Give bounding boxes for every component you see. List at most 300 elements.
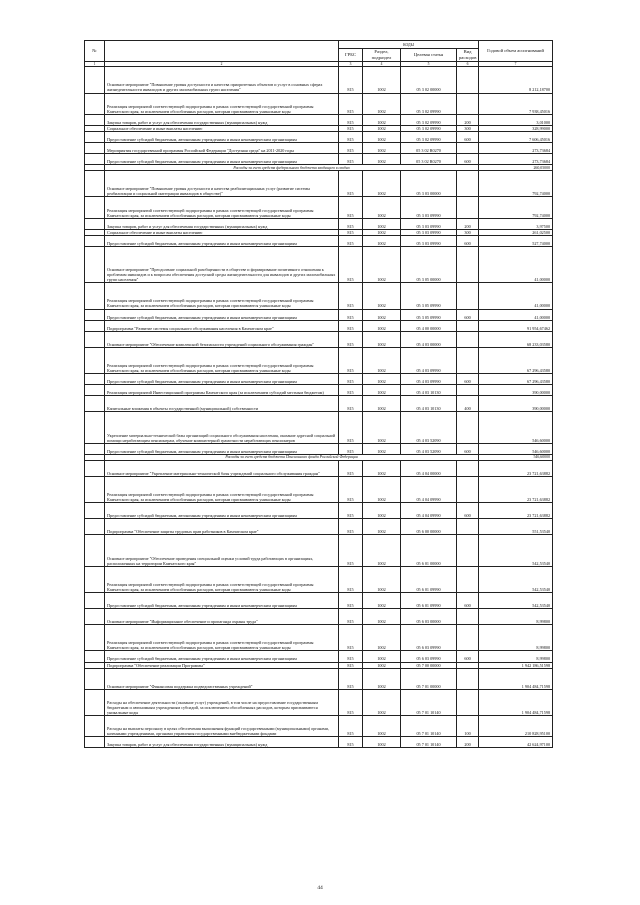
- row-csr: 05 3 03 09990: [401, 229, 457, 235]
- row-csr: 05 6 03 09990: [401, 651, 457, 662]
- row-vr: [457, 625, 479, 651]
- row-description: Предоставление субсидий бюджетным, автономным учреждениям и иным некоммерческим организациям: [105, 503, 339, 519]
- row-amount: 1 904 484,71598: [479, 689, 553, 715]
- row-csr: 05 4 04 00000: [401, 460, 457, 476]
- row-vr: 600: [457, 503, 479, 519]
- row-grbs: 815: [339, 142, 363, 153]
- row-description: Подпрограмма "Развитие системы социального обслуживания населения в Камчатском крае": [105, 320, 339, 331]
- row-csr: 05 3 02 R0270: [401, 142, 457, 153]
- row-description: Подпрограмма "Обеспечение защиты трудовых прав работников в Камчатском крае": [105, 519, 339, 535]
- row-description: Социальное обеспечение и иные выплаты населению: [105, 229, 339, 235]
- row-csr: 05 3 02 09990: [401, 114, 457, 125]
- row-csr: 05 3 02 09990: [401, 125, 457, 131]
- row-razdel: 1002: [363, 125, 401, 131]
- table-row: [85, 218, 553, 229]
- row-amount: 3,97500: [479, 218, 553, 229]
- row-razdel: 1002: [363, 609, 401, 625]
- row-amount: 210 828,95100: [479, 716, 553, 737]
- row-description: Предоставление субсидий бюджетным, автономным учреждениям и иным некоммерческим организациям: [105, 131, 339, 142]
- row-amount: 546,60000: [479, 443, 553, 454]
- row-amount: 42 624,97100: [479, 737, 553, 748]
- row-razdel: 1002: [363, 592, 401, 608]
- row-amount: 41,00000: [479, 309, 553, 320]
- row-description: Основное мероприятие "Финансовая поддержка подведомственных учреждений": [105, 668, 339, 689]
- table-row: [85, 154, 553, 165]
- table-row: [85, 716, 553, 737]
- table-row: [85, 235, 553, 246]
- row-grbs: 815: [339, 309, 363, 320]
- row-razdel: 1002: [363, 246, 401, 282]
- row-num: [85, 320, 105, 331]
- row-description: Предоставление субсидий бюджетным, автономным учреждениям и иным некоммерческим организациям: [105, 374, 339, 385]
- row-grbs: 815: [339, 460, 363, 476]
- row-amount: 7 606,45016: [479, 131, 553, 142]
- row-amount: 41,00000: [479, 283, 553, 309]
- table-row: [85, 67, 553, 93]
- row-grbs: 815: [339, 566, 363, 592]
- row-description: Основное мероприятие "Преодоление социальной разобщенности в обществе и формирование позитивного отношения к проблемам инвалидов и к вопросам обеспечения доступной среды жизнедеятельности для инвалидов и других маломобильных групп населения": [105, 246, 339, 282]
- row-num: [85, 609, 105, 625]
- table-row: [85, 396, 553, 412]
- row-razdel: 1002: [363, 503, 401, 519]
- row-amount: 8,99800: [479, 651, 553, 662]
- table-row: [85, 592, 553, 608]
- row-vr: [457, 476, 479, 502]
- row-grbs: 815: [339, 737, 363, 748]
- table-row: [85, 309, 553, 320]
- row-grbs: 815: [339, 592, 363, 608]
- row-grbs: 815: [339, 320, 363, 331]
- row-razdel: 1002: [363, 385, 401, 396]
- row-grbs: 815: [339, 396, 363, 412]
- table-row: [85, 131, 553, 142]
- row-num: [85, 114, 105, 125]
- row-razdel: 1002: [363, 412, 401, 443]
- row-grbs: 815: [339, 93, 363, 114]
- row-razdel: 1002: [363, 651, 401, 662]
- row-vr: [457, 347, 479, 373]
- row-amount: 527,74000: [479, 235, 553, 246]
- row-csr: 05 3 02 00000: [401, 67, 457, 93]
- row-amount: 542,53540: [479, 592, 553, 608]
- row-razdel: 1002: [363, 218, 401, 229]
- row-num: [85, 197, 105, 218]
- row-description: Реализация мероприятий соответствующей подпрограммы в рамках соответствующей государственной программы Камчатского края, за исключением обособленных расходов, которым присваиваются уникальные коды: [105, 566, 339, 592]
- row-razdel: 1002: [363, 662, 401, 668]
- row-num: [85, 503, 105, 519]
- row-amount: 328,99000: [479, 125, 553, 131]
- row-amount: 792,74000: [479, 171, 553, 197]
- row-amount: 8 212,18700: [479, 67, 553, 93]
- row-description: Предоставление субсидий бюджетным, автономным учреждениям и иным некоммерческим организациям: [105, 309, 339, 320]
- row-description: Основное мероприятие "Обеспечение проведения специальной оценки условий труда работающих в организациях, расположенных на территории Камчатского края": [105, 535, 339, 566]
- col-index: 6: [457, 62, 479, 67]
- table-row: [85, 689, 553, 715]
- row-razdel: 1002: [363, 114, 401, 125]
- row-amount: 7 938,45016: [479, 93, 553, 114]
- budget-table-sheet: [84, 40, 552, 748]
- row-description: Основное мероприятие "Обеспечение комплексной безопасности учреждений социального обслуживания граждан": [105, 331, 339, 347]
- row-num: [85, 309, 105, 320]
- col-index: 7: [479, 62, 553, 67]
- row-num: [85, 689, 105, 715]
- row-csr: 05 3 02 09990: [401, 93, 457, 114]
- row-csr: 05 7 01 10140: [401, 737, 457, 748]
- row-description: Закупка товаров, работ и услуг для обеспечения государственных (муниципальных) нужд: [105, 737, 339, 748]
- row-csr: 05 4 04 09990: [401, 503, 457, 519]
- row-csr: 05 4 04 09990: [401, 476, 457, 502]
- row-num: [85, 625, 105, 651]
- table-row: [85, 503, 553, 519]
- row-csr: 05 4 03 00000: [401, 331, 457, 347]
- row-grbs: 815: [339, 716, 363, 737]
- table-row: [85, 246, 553, 282]
- row-csr: 05 7 01 10140: [401, 689, 457, 715]
- table-row: [85, 737, 553, 748]
- row-razdel: 1002: [363, 519, 401, 535]
- row-grbs: 815: [339, 412, 363, 443]
- col-amount-header: Годовой объем ассигнований: [479, 41, 553, 62]
- codes-group-header: КОДЫ: [339, 41, 479, 49]
- row-vr: [457, 142, 479, 153]
- table-row: [85, 460, 553, 476]
- row-num: [85, 412, 105, 443]
- table-row: [85, 347, 553, 373]
- row-vr: [457, 331, 479, 347]
- col-razdel-header: Раздел, подраздел: [363, 49, 401, 62]
- row-num: [85, 331, 105, 347]
- row-razdel: 1002: [363, 460, 401, 476]
- table-row: [85, 114, 553, 125]
- table-row: [85, 197, 553, 218]
- row-num: [85, 443, 105, 454]
- row-csr: 05 4 03 09990: [401, 347, 457, 373]
- row-razdel: 1002: [363, 535, 401, 566]
- row-csr: 05 7 01 10140: [401, 716, 457, 737]
- row-amount: 542,53540: [479, 535, 553, 566]
- row-amount: 1 942 186,51598: [479, 662, 553, 668]
- row-description: Капитальные вложения в объекты государственной (муниципальной) собственности: [105, 396, 339, 412]
- row-description: Укрепление материально-технической базы организаций социального обслуживания населения, оказание адресной социальной помощи неработающим пенсионерам, обучение компьютерной грамотности неработающих пенсионеров: [105, 412, 339, 443]
- note-text: Расходы за счет средств федерального бюджета входящего в сводно: [105, 165, 479, 171]
- row-grbs: 815: [339, 347, 363, 373]
- col-num-header: №: [85, 41, 105, 62]
- row-razdel: 1002: [363, 689, 401, 715]
- row-amount: 546,60000: [479, 412, 553, 443]
- row-razdel: 1002: [363, 131, 401, 142]
- row-amount: 260,05000: [479, 165, 553, 171]
- budget-table: [84, 40, 553, 748]
- row-description: Реализация мероприятий соответствующей подпрограммы в рамках соответствующей государственной программы Камчатского края, за исключением обособленных расходов, которым присваиваются уникальные коды: [105, 93, 339, 114]
- row-description: Подпрограмма "Обеспечение реализации Программы": [105, 662, 339, 668]
- row-vr: [457, 246, 479, 282]
- row-description: Закупка товаров, работ и услуг для обеспечения государственных (муниципальных) нужд: [105, 114, 339, 125]
- row-num: [85, 519, 105, 535]
- row-grbs: 815: [339, 246, 363, 282]
- row-razdel: 1002: [363, 235, 401, 246]
- table-row: [85, 535, 553, 566]
- row-amount: 68 233,03580: [479, 331, 553, 347]
- row-razdel: 1002: [363, 320, 401, 331]
- row-num: [85, 460, 105, 476]
- row-csr: 05 6 01 09990: [401, 592, 457, 608]
- row-grbs: 815: [339, 535, 363, 566]
- row-razdel: 1002: [363, 374, 401, 385]
- row-razdel: 1002: [363, 171, 401, 197]
- col-index: 4: [363, 62, 401, 67]
- row-amount: 8,99800: [479, 625, 553, 651]
- row-description: Реализация мероприятий Инвестиционной программы Камчатского края (за исключением субсидий местным бюджетам): [105, 385, 339, 396]
- row-num: [85, 716, 105, 737]
- row-amount: 23 721,63882: [479, 476, 553, 502]
- table-row: [85, 385, 553, 396]
- row-razdel: 1002: [363, 309, 401, 320]
- row-description: Реализация мероприятий соответствующей подпрограммы в рамках соответствующей государственной программы Камчатского края, за исключением обособленных расходов, которым присваиваются уникальные коды: [105, 625, 339, 651]
- row-amount: 273,73684: [479, 154, 553, 165]
- row-grbs: 815: [339, 503, 363, 519]
- row-razdel: 1002: [363, 93, 401, 114]
- table-row: [85, 609, 553, 625]
- row-vr: [457, 566, 479, 592]
- col-index: 2: [105, 62, 339, 67]
- row-description: Социальное обеспечение и иные выплаты населению: [105, 125, 339, 131]
- row-vr: [457, 412, 479, 443]
- row-vr: 300: [457, 229, 479, 235]
- row-vr: [457, 460, 479, 476]
- row-num: [85, 93, 105, 114]
- row-csr: 05 4 00 00000: [401, 320, 457, 331]
- row-vr: [457, 171, 479, 197]
- row-razdel: 1002: [363, 229, 401, 235]
- row-num: [85, 535, 105, 566]
- row-grbs: 815: [339, 229, 363, 235]
- row-grbs: 815: [339, 374, 363, 385]
- row-grbs: 815: [339, 668, 363, 689]
- row-razdel: 1002: [363, 154, 401, 165]
- row-vr: [457, 320, 479, 331]
- col-csr-header: Целевая статья: [401, 49, 457, 62]
- row-vr: [457, 689, 479, 715]
- row-num: [85, 737, 105, 748]
- row-razdel: 1002: [363, 625, 401, 651]
- row-razdel: 1002: [363, 67, 401, 93]
- row-razdel: 1002: [363, 347, 401, 373]
- row-num: [85, 283, 105, 309]
- row-num: [85, 131, 105, 142]
- row-vr: 300: [457, 125, 479, 131]
- row-description: Основное мероприятие "Информационное обеспечение и пропаганда охраны труда": [105, 609, 339, 625]
- table-row: [85, 171, 553, 197]
- row-vr: [457, 385, 479, 396]
- row-description: Расходы на выплаты персоналу в целях обеспечения выполнения функций государственными (муниципальными) органами, казенными учреждениями, органами управления государственными внебюджетными фондами: [105, 716, 339, 737]
- row-csr: 05 4 03 10130: [401, 385, 457, 396]
- row-num: [85, 476, 105, 502]
- row-num: [85, 374, 105, 385]
- table-row: [85, 93, 553, 114]
- row-amount: 273,73684: [479, 142, 553, 153]
- row-grbs: 815: [339, 519, 363, 535]
- row-amount: 67 296,43580: [479, 347, 553, 373]
- row-vr: 600: [457, 651, 479, 662]
- row-csr: 05 4 03 09990: [401, 374, 457, 385]
- row-vr: 600: [457, 154, 479, 165]
- row-vr: 600: [457, 374, 479, 385]
- row-csr: 05 4 03 52090: [401, 412, 457, 443]
- row-description: Основное мероприятие "Укрепление материально-технической базы учреждений социального обслуживания граждан": [105, 460, 339, 476]
- row-amount: 542,53540: [479, 566, 553, 592]
- row-csr: 05 7 00 00000: [401, 662, 457, 668]
- row-razdel: 1002: [363, 668, 401, 689]
- row-vr: [457, 609, 479, 625]
- row-razdel: 1002: [363, 283, 401, 309]
- row-description: Закупка товаров, работ и услуг для обеспечения государственных (муниципальных) нужд: [105, 218, 339, 229]
- row-vr: 200: [457, 218, 479, 229]
- row-description: Предоставление субсидий бюджетным, автономным учреждениям и иным некоммерческим организациям: [105, 443, 339, 454]
- table-row: [85, 668, 553, 689]
- col-index: 5: [401, 62, 457, 67]
- row-num: [85, 385, 105, 396]
- row-num: [85, 67, 105, 93]
- row-amount: 41,00000: [479, 246, 553, 282]
- row-grbs: 815: [339, 67, 363, 93]
- row-num: [85, 651, 105, 662]
- row-csr: 05 4 03 10130: [401, 396, 457, 412]
- row-grbs: 815: [339, 283, 363, 309]
- table-row: [85, 651, 553, 662]
- row-amount: 390,00000: [479, 385, 553, 396]
- page-number: 44: [317, 885, 323, 891]
- table-row: [85, 412, 553, 443]
- row-grbs: 815: [339, 331, 363, 347]
- row-razdel: 1002: [363, 197, 401, 218]
- row-csr: 05 6 01 00000: [401, 535, 457, 566]
- row-grbs: 815: [339, 443, 363, 454]
- row-amount: 390,00000: [479, 396, 553, 412]
- row-grbs: 815: [339, 625, 363, 651]
- table-row: [85, 142, 553, 153]
- row-num: [85, 142, 105, 153]
- table-row: [85, 519, 553, 535]
- row-vr: 600: [457, 592, 479, 608]
- row-csr: 05 3 05 09990: [401, 283, 457, 309]
- table-body: [85, 67, 553, 748]
- row-vr: 200: [457, 114, 479, 125]
- row-csr: 05 6 03 00000: [401, 609, 457, 625]
- row-csr: 05 6 01 09990: [401, 566, 457, 592]
- row-grbs: 815: [339, 114, 363, 125]
- row-description: Основное мероприятие "Повышение уровня доступности и качества реабилитационных услуг (развитие системы реабилитации и социальной интеграции инвалидов в обществе)": [105, 171, 339, 197]
- row-razdel: 1002: [363, 716, 401, 737]
- row-num: [85, 566, 105, 592]
- row-vr: 200: [457, 737, 479, 748]
- row-amount: 3,01000: [479, 114, 553, 125]
- row-csr: 05 3 03 09990: [401, 218, 457, 229]
- row-razdel: 1002: [363, 476, 401, 502]
- row-vr: [457, 197, 479, 218]
- row-amount: 67 296,43580: [479, 374, 553, 385]
- table-row: [85, 331, 553, 347]
- row-description: Мероприятия государственной программы Российской Федерации "Доступная среда" на 2011-2020 годы: [105, 142, 339, 153]
- row-amount: 261,02500: [479, 229, 553, 235]
- row-grbs: 815: [339, 385, 363, 396]
- row-description: Предоставление субсидий бюджетным, автономным учреждениям и иным некоммерческим организациям: [105, 592, 339, 608]
- row-num: [85, 347, 105, 373]
- row-description: Реализация мероприятий соответствующей подпрограммы в рамках соответствующей государственной программы Камчатского края, за исключением обособленных расходов, которым присваиваются уникальные коды: [105, 283, 339, 309]
- row-description: Расходы на обеспечение деятельности (оказание услуг) учреждений, в том числе на предоставление государственным бюджетным и автономным учреждениям субсидий, за исключением обособленных расходов, которым присваиваются уникальные коды: [105, 689, 339, 715]
- table-row: [85, 443, 553, 454]
- row-vr: [457, 668, 479, 689]
- col-grbs-header: ГРБС: [339, 49, 363, 62]
- table-row: [85, 476, 553, 502]
- row-vr: 600: [457, 131, 479, 142]
- row-csr: 05 7 01 00000: [401, 668, 457, 689]
- row-csr: 05 3 03 09990: [401, 197, 457, 218]
- row-amount: 792,74000: [479, 197, 553, 218]
- row-grbs: 815: [339, 609, 363, 625]
- row-csr: 05 3 02 R0270: [401, 154, 457, 165]
- table-row: [85, 374, 553, 385]
- row-grbs: 815: [339, 171, 363, 197]
- row-grbs: 815: [339, 197, 363, 218]
- row-vr: [457, 519, 479, 535]
- row-num: [85, 246, 105, 282]
- row-razdel: 1002: [363, 396, 401, 412]
- row-grbs: 815: [339, 125, 363, 131]
- row-csr: 05 4 03 52090: [401, 443, 457, 454]
- row-grbs: 815: [339, 131, 363, 142]
- row-vr: [457, 535, 479, 566]
- row-csr: 05 3 03 00000: [401, 171, 457, 197]
- row-amount: 551,53540: [479, 519, 553, 535]
- col-vr-header: Вид расходов: [457, 49, 479, 62]
- row-amount: 23 721,63882: [479, 460, 553, 476]
- row-grbs: 815: [339, 218, 363, 229]
- col-index: 1: [85, 62, 105, 67]
- row-amount: 91 954,67462: [479, 320, 553, 331]
- row-vr: [457, 67, 479, 93]
- table-row: [85, 566, 553, 592]
- row-grbs: 815: [339, 154, 363, 165]
- row-num: [85, 396, 105, 412]
- row-num: [85, 154, 105, 165]
- table-row: [85, 625, 553, 651]
- row-vr: 400: [457, 396, 479, 412]
- row-num: [85, 235, 105, 246]
- row-num: [85, 171, 105, 197]
- row-vr: [457, 283, 479, 309]
- row-vr: 600: [457, 443, 479, 454]
- row-vr: 600: [457, 309, 479, 320]
- row-description: Предоставление субсидий бюджетным, автономным учреждениям и иным некоммерческим организациям: [105, 235, 339, 246]
- row-csr: 05 3 02 09990: [401, 131, 457, 142]
- col-index: 3: [339, 62, 363, 67]
- row-vr: 100: [457, 716, 479, 737]
- row-num: [85, 592, 105, 608]
- row-razdel: 1002: [363, 331, 401, 347]
- row-description: Реализация мероприятий соответствующей подпрограммы в рамках соответствующей государственной программы Камчатского края, за исключением обособленных расходов, которым присваиваются уникальные коды: [105, 197, 339, 218]
- row-grbs: 815: [339, 689, 363, 715]
- row-razdel: 1002: [363, 142, 401, 153]
- row-razdel: 1002: [363, 737, 401, 748]
- col-name-header: [105, 41, 339, 62]
- row-description: Предоставление субсидий бюджетным, автономным учреждениям и иным некоммерческим организациям: [105, 154, 339, 165]
- row-vr: [457, 93, 479, 114]
- row-amount: 8,99800: [479, 609, 553, 625]
- row-csr: 05 6 03 09990: [401, 625, 457, 651]
- row-grbs: 815: [339, 662, 363, 668]
- row-vr: 600: [457, 235, 479, 246]
- row-grbs: 815: [339, 651, 363, 662]
